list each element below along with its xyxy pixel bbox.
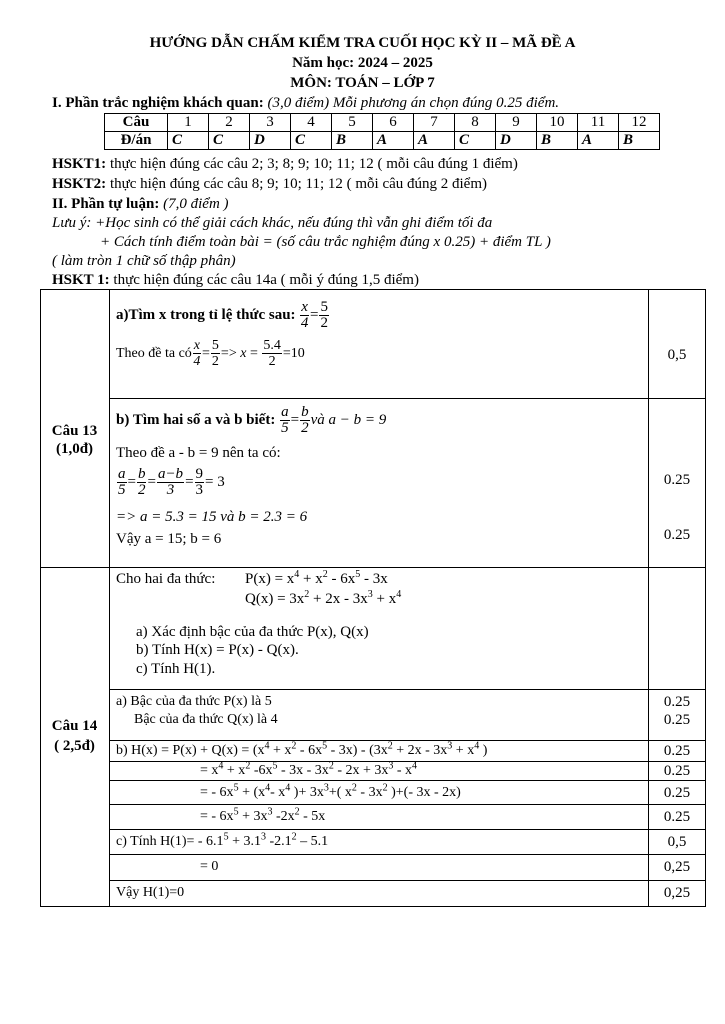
question-number: 6 xyxy=(373,114,414,132)
q14a-score-1: 0.25 xyxy=(663,694,691,710)
table-divider xyxy=(109,804,706,805)
q13b-fractions: $\frac{a}{5}$ = $\frac{b}{2}$ = $\frac{a-b}{3}$ = $\frac{9}{3}$ = 3 xyxy=(118,466,225,499)
part2-note-3: ( làm tròn 1 chữ số thập phân) xyxy=(52,253,236,269)
q14c-score-1: 0,5 xyxy=(667,834,687,850)
q13a-solution: Theo đề ta có $\frac{x}{4}$ = $\frac{5}{2}$ => x = $\frac{5.4}{2}$ =10 xyxy=(116,338,305,370)
q13b-line3: => a = 5.3 = 15 và b = 2.3 = 6 xyxy=(116,509,308,525)
part1-heading: I. Phần trắc nghiệm khách quan: xyxy=(52,95,264,111)
fraction-5-over-2: $\frac{5}{2}$ xyxy=(320,299,328,332)
answer-cell: B xyxy=(332,132,373,150)
part2-note-1: Lưu ý: +Học sinh có thể giải cách khác, nếu đúng thì vẫn ghi điểm tối đa xyxy=(52,215,493,231)
answer-cell: C xyxy=(291,132,332,150)
q13a-prompt: a)Tìm x trong tỉ lệ thức sau: xyxy=(116,307,296,323)
question-number: 1 xyxy=(168,114,209,132)
part1-note: (3,0 điểm) Mỗi phương án chọn đúng 0.25 điểm. xyxy=(267,95,560,111)
question-number: 9 xyxy=(496,114,537,132)
q14b-step-4: = - $6x^5 + 3x^3$ $-2x^2 - 5x$ xyxy=(200,806,326,824)
q13-points: (1,0đ) xyxy=(55,441,94,457)
answer-cell: D xyxy=(250,132,291,150)
q14c-line-2: = 0 xyxy=(200,859,219,874)
part2-heading: II. Phần tự luận: xyxy=(52,196,160,212)
answer-cell: A xyxy=(578,132,619,150)
question-number: 4 xyxy=(291,114,332,132)
q14c-score-2: 0,25 xyxy=(663,859,691,875)
fraction-a-over-5: $\frac{a}{5}$ xyxy=(118,466,126,499)
answer-table-row-answers xyxy=(105,132,660,150)
q13b-prompt: b) Tìm hai số a và b biết: xyxy=(116,412,276,428)
q14b-score-2: 0.25 xyxy=(663,763,691,779)
answer-cell: C xyxy=(168,132,209,150)
q13a-score: 0,5 xyxy=(667,347,687,363)
q14a-answer-2: Bậc của đa thức Q(x) là 4 xyxy=(134,712,278,727)
answer-table-row-questions xyxy=(105,114,660,132)
question-number: 3 xyxy=(250,114,291,132)
q13b-score-1: 0.25 xyxy=(663,472,691,488)
fraction-x-over-4: $\frac{x}{4}$ xyxy=(193,338,201,370)
q14b-score-1: 0.25 xyxy=(663,743,691,759)
table-divider xyxy=(109,780,706,781)
q14a-answer-1: a) Bậc của đa thức P(x) là 5 xyxy=(116,694,272,709)
document-title: HƯỚNG DẪN CHẤM KIỂM TRA CUỐI HỌC KỲ II – MÃ ĐỀ A xyxy=(149,35,576,51)
q13b-line4: Vậy a = 15; b = 6 xyxy=(116,531,222,547)
question-number: 5 xyxy=(332,114,373,132)
question-number: 2 xyxy=(209,114,250,132)
q13b-score-2: 0.25 xyxy=(663,527,691,543)
answer-table xyxy=(104,113,660,150)
answer-table-header-answer: Đ/án xyxy=(105,132,168,150)
table-divider xyxy=(109,689,706,690)
question-number: 10 xyxy=(537,114,578,132)
q14b-score-3: 0.25 xyxy=(663,785,691,801)
q14-task-a: a) Xác định bậc của đa thức P(x), Q(x) xyxy=(136,624,369,640)
answer-cell: B xyxy=(619,132,660,150)
answer-cell: A xyxy=(414,132,455,150)
table-divider xyxy=(109,854,706,855)
part2-hskt1-label: HSKT 1: xyxy=(52,272,110,288)
answer-cell: A xyxy=(373,132,414,150)
fraction-5-over-2: $\frac{5}{2}$ xyxy=(211,338,219,370)
answer-cell: D xyxy=(496,132,537,150)
question-number: 11 xyxy=(578,114,619,132)
fraction-9-over-3: $\frac{9}{3}$ xyxy=(195,466,204,499)
q14-task-c: c) Tính H(1). xyxy=(136,661,216,677)
q13a-prompt-line: a)Tìm x trong tỉ lệ thức sau: $\frac{x}{4}$ = $\frac{5}{2}$ xyxy=(116,299,328,332)
hskt2-line xyxy=(52,175,487,194)
q14b-step-3: = - $6x^5 + (x^4-$ $x^4$ )+ $3x^3+$( $x^2 - 3x^2$ )+(- 3x - 2x) xyxy=(200,782,461,800)
answer-cell: C xyxy=(209,132,250,150)
q13-label: Câu 13 xyxy=(51,423,98,439)
q14-polynomial-p: $P(x) = x^4 + x^2 - 6x^5 - 3x$ xyxy=(245,569,388,587)
q14c-line-1-lead: c) Tính H(1)= - 6.1 xyxy=(116,834,224,849)
q13a-text: Theo đề ta có xyxy=(116,346,192,361)
subject-title: MÔN: TOÁN – LỚP 7 xyxy=(290,75,435,91)
hskt2-label: HSKT2: xyxy=(52,176,107,192)
q14-points: ( 2,5đ) xyxy=(54,738,95,754)
hskt1-text: thực hiện đúng các câu 2; 3; 8; 9; 10; 11; 12 ( mỗi câu đúng 1 điểm) xyxy=(106,156,518,172)
part2-hskt1-text: thực hiện đúng các câu 14a ( mỗi ý đúng 1,5 điểm) xyxy=(109,272,419,288)
answer-cell: C xyxy=(455,132,496,150)
question-number: 12 xyxy=(619,114,660,132)
q14-task-b: b) Tính H(x) = P(x) - Q(x). xyxy=(136,642,299,658)
hskt1-line xyxy=(52,155,518,174)
fraction-x-over-4: $\frac{x}{4}$ xyxy=(300,299,309,332)
table-divider xyxy=(109,398,706,399)
answer-table-header-question: Câu xyxy=(105,114,168,132)
q14-intro: Cho hai đa thức: xyxy=(116,571,216,587)
q13b-prompt-line: b) Tìm hai số a và b biết: $\frac{a}{5}$ = $\frac{b}{2}$ và a − b = 9 xyxy=(116,404,387,437)
fraction-a-over-5: $\frac{a}{5}$ xyxy=(281,404,289,437)
q14b-score-4: 0.25 xyxy=(663,809,691,825)
q14b-step-1: b) $H(x) = P(x) + Q(x) = (x^4 + x^2 - 6x^5 - 3x) - (3x^2 + 2x - 3x^3 + x^4$ ) xyxy=(116,740,488,758)
hskt2-text: thực hiện đúng các câu 8; 9; 10; 11; 12 ( mỗi câu đúng 2 điểm) xyxy=(106,176,488,192)
part2-heading-line xyxy=(52,195,229,214)
q14-polynomial-q: $Q(x) = 3x^2 + 2x - 3x^3 + x^4$ xyxy=(245,589,402,607)
question-number: 7 xyxy=(414,114,455,132)
q13b-line1: Theo đề a - b = 9 nên ta có: xyxy=(116,445,281,461)
part2-note-2: + Cách tính điểm toàn bài = (số câu trắc nghiệm đúng x 0.25) + điểm TL ) xyxy=(100,234,551,250)
fraction-a-minus-b-over-3: $\frac{a-b}{3}$ xyxy=(157,466,184,499)
fraction-b-over-2: $\frac{b}{2}$ xyxy=(301,404,309,437)
table-divider xyxy=(109,829,706,830)
table-divider xyxy=(109,880,706,881)
question-number: 8 xyxy=(455,114,496,132)
q14c-line-1: c) Tính $H(1)= - 6.1^5 + 3.1^3$ $-2.1^2 - 5.1$ xyxy=(116,831,329,849)
answer-cell: B xyxy=(537,132,578,150)
fraction-b-over-2: $\frac{b}{2}$ xyxy=(137,466,146,499)
table-divider xyxy=(40,567,706,568)
table-divider xyxy=(109,740,706,741)
table-divider xyxy=(109,289,110,907)
q14-label: Câu 14 xyxy=(51,718,98,734)
q14c-score-3: 0,25 xyxy=(663,885,691,901)
hskt1-label: HSKT1: xyxy=(52,156,107,172)
part1-heading-line xyxy=(52,94,559,113)
part2-points: (7,0 điểm ) xyxy=(163,196,229,212)
part2-hskt1-line xyxy=(52,271,419,290)
school-year: Năm học: 2024 – 2025 xyxy=(292,55,433,71)
q14c-line-3: Vậy H(1)=0 xyxy=(116,885,185,900)
fraction-5x4-over-2: $\frac{5.4}{2}$ xyxy=(263,338,281,370)
q14b-step-2: = $x^4 + x^2$ $-6x^5 - 3x - 3x^2 - 2x + 3x^3 - x^4$ xyxy=(200,760,418,778)
q14a-score-2: 0.25 xyxy=(663,712,691,728)
